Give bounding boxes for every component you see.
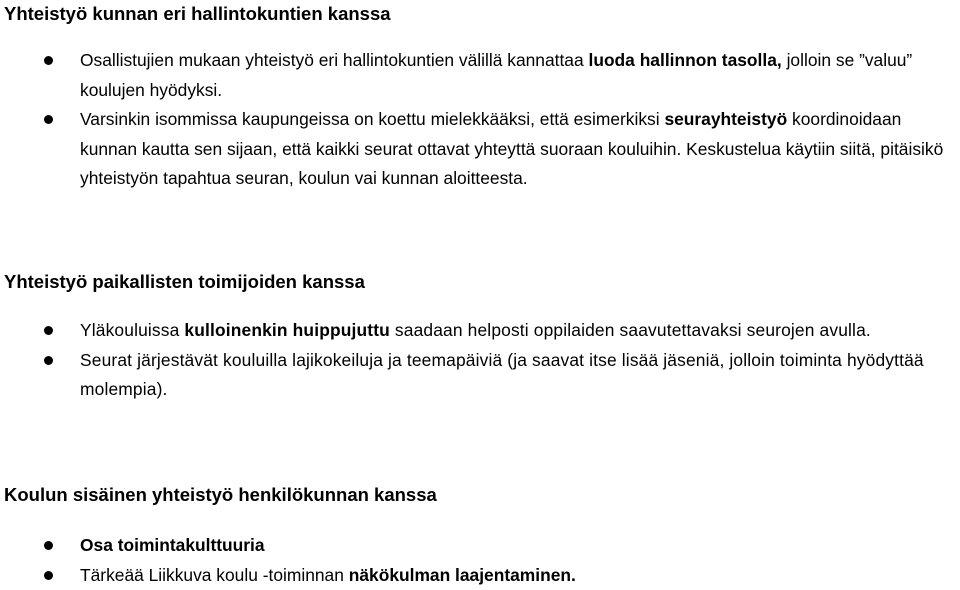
bullet-text: koordinoidaan kunnan kautta sen sijaan, että kaikki seurat ottavat yhteyttä suoraan kouluihin. Keskustelua käytiin siitä, pitäisikö yhteistyön tapahtua seuran, koulun vai kunnan aloitteesta. [80,109,943,188]
section-heading-henkilokunta: Koulun sisäinen yhteistyö henkilökunnan kanssa [4,481,437,509]
bullet-item [0,316,952,346]
bullet-list-paikalliset-toimijat [0,316,952,405]
bullet-item [0,531,952,561]
bullet-list-henkilokunta [0,531,952,590]
bullet-text: saadaan helposti oppilaiden saavutettavaksi seurojen avulla. [390,320,871,340]
bullet-dot-icon [44,115,53,124]
bullet-text: Yläkouluissa [80,320,184,340]
section-heading-paikalliset-toimijat: Yhteistyö paikallisten toimijoiden kanssa [4,268,365,296]
bullet-text: Tärkeää Liikkuva koulu -toiminnan [80,565,349,585]
section-heading-hallintokunnat: Yhteistyö kunnan eri hallintokuntien kanssa [4,0,391,28]
bullet-text: Varsinkin isommissa kaupungeissa on koettu mielekkääksi, että esimerkiksi [80,109,664,129]
bullet-item [0,46,952,105]
bullet-text: jolloin se ”valuu” koulujen hyödyksi. [80,50,912,100]
bullet-bold-text: luoda hallinnon tasolla, [588,50,781,70]
bullet-bold-text: näkökulman laajentaminen. [349,565,576,585]
bullet-text: Seurat järjestävät kouluilla lajikokeiluja ja teemapäiviä (ja saavat itse lisää jäseniä, jolloin toiminta hyödyttää molempia). [80,350,924,400]
bullet-dot-icon [44,541,53,550]
bullet-item [0,346,952,405]
bullet-bold-text: seurayhteistyö [664,109,787,129]
bullet-bold-text: kulloinenkin huippujuttu [184,320,390,340]
bullet-dot-icon [44,356,53,365]
bullet-dot-icon [44,571,53,580]
bullet-item [0,105,952,194]
bullet-text: Osallistujien mukaan yhteistyö eri hallintokuntien välillä kannattaa [80,50,588,70]
bullet-dot-icon [44,56,53,65]
bullet-bold-text: Osa toimintakulttuuria [80,535,265,555]
bullet-item [0,561,952,590]
bullet-dot-icon [44,326,53,335]
bullet-list-hallintokunnat [0,46,952,194]
